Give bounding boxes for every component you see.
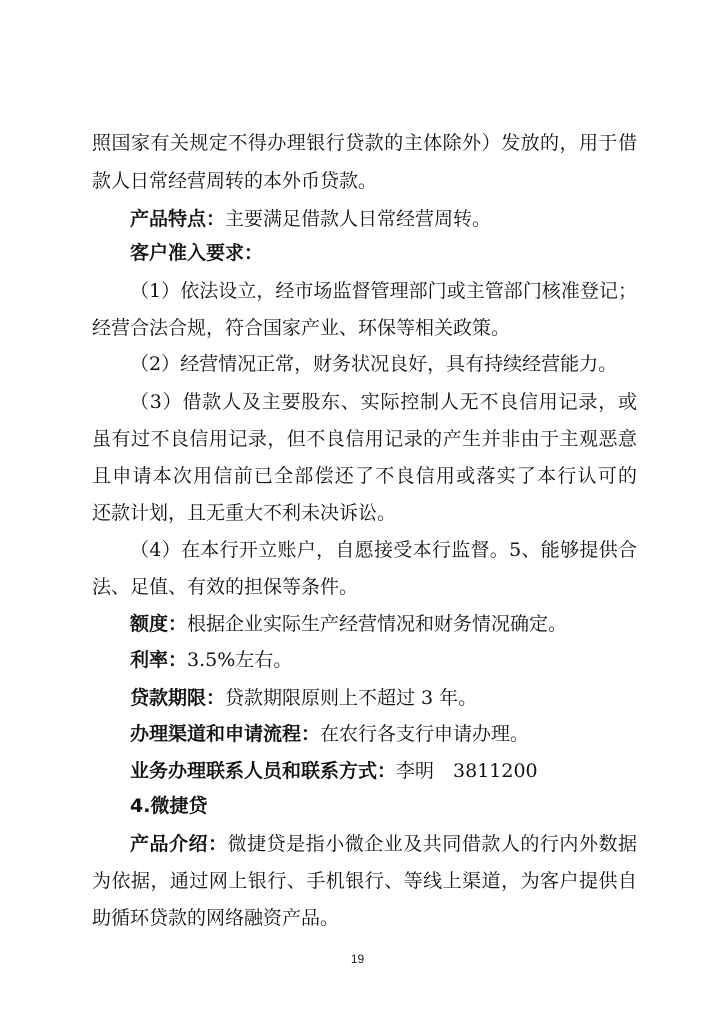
paragraph-line: （4）在本行开立账户，自愿接受本行监督。5、能够提供合 xyxy=(130,539,637,561)
paragraph-line: 虽有过不良信用记录，但不良信用记录的产生并非由于主观恶意 xyxy=(92,428,637,450)
intro-label: 产品介绍： xyxy=(130,833,228,855)
rate-paragraph xyxy=(130,645,675,675)
term-paragraph xyxy=(130,683,675,713)
paragraph-line: （3）借款人及主要股东、实际控制人无不良信用记录，或 xyxy=(130,391,637,413)
channel-paragraph xyxy=(130,719,675,749)
paragraph-line: 为依据，通过网上银行、手机银行、等线上渠道，为客户提供自 xyxy=(92,870,637,892)
paragraph-line: （2）经营情况正常，财务状况良好，具有持续经营能力。 xyxy=(130,353,618,375)
rate-label: 利率： xyxy=(130,649,188,671)
term-text: 贷款期限原则上不超过 3 年。 xyxy=(225,687,478,709)
paragraph-line: 还款计划，且无重大不利未决诉讼。 xyxy=(92,502,397,524)
paragraph-line: 助循环贷款的网络融资产品。 xyxy=(92,907,340,929)
intro-text: 微捷贷是指小微企业及共同借款人的行内外数据 xyxy=(227,833,637,855)
contact-paragraph xyxy=(130,756,675,786)
channel-label: 办理渠道和申请流程： xyxy=(130,723,321,745)
paragraph-line: 经营合法合规，符合国家产业、环保等相关政策。 xyxy=(92,317,511,339)
paragraph-line: 法、足值、有效的担保等条件。 xyxy=(92,576,359,598)
contact-text: 李明 3811200 xyxy=(396,760,538,782)
paragraph-line: （1）依法设立，经市场监督管理部门或主管部门核准登记； xyxy=(130,280,637,302)
section-heading: 4.微捷贷 xyxy=(130,795,208,817)
paragraph-line: 照国家有关规定不得办理银行贷款的主体除外）发放的，用于借 xyxy=(92,132,637,154)
intro-paragraph xyxy=(130,829,637,859)
amount-text: 根据企业实际生产经营情况和财务情况确定。 xyxy=(187,613,568,635)
contact-label: 业务办理联系人员和联系方式： xyxy=(130,760,397,782)
paragraph-line: 款人日常经营周转的本外币贷款。 xyxy=(92,170,378,192)
page-number: 19 xyxy=(350,952,365,966)
feature-paragraph xyxy=(130,204,675,234)
channel-text: 在农行各支行申请办理。 xyxy=(320,723,530,745)
rate-text: 3.5%左右。 xyxy=(187,649,293,671)
term-label: 贷款期限： xyxy=(130,687,226,709)
amount-label: 额度： xyxy=(130,613,188,635)
feature-text: 主要满足借款人日常经营周转。 xyxy=(225,208,492,230)
amount-paragraph xyxy=(130,609,675,639)
feature-label: 产品特点： xyxy=(130,208,226,230)
requirements-heading: 客户准入要求： xyxy=(130,242,264,264)
paragraph-line: 且申请本次用信前已全部偿还了不良信用或落实了本行认可的 xyxy=(92,465,637,487)
